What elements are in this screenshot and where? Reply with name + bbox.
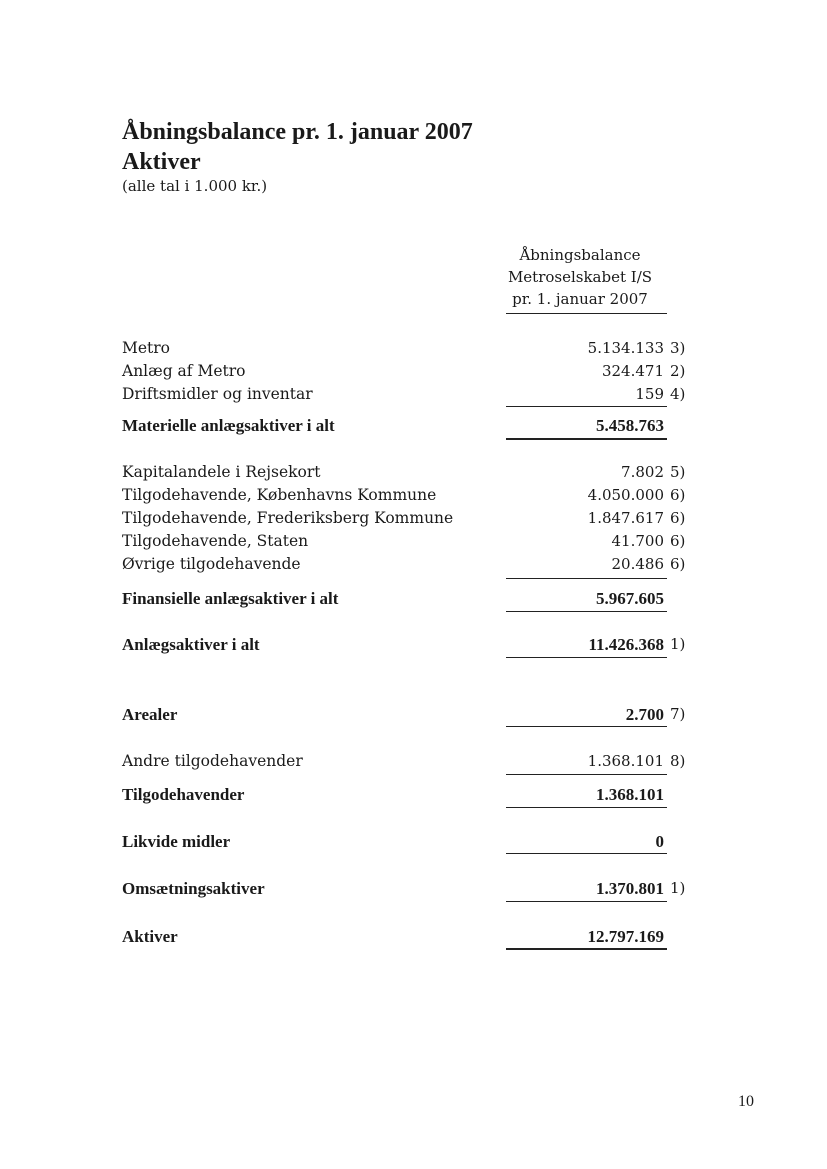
subtotal-rule [506, 657, 667, 658]
subtotal-rule [506, 774, 667, 775]
subtotal-rule [506, 578, 667, 579]
column-header-line2: Metroselskabet I/S [507, 268, 653, 286]
row-label: Metro [122, 339, 171, 357]
balance-row [0, 484, 827, 507]
column-header-line3: pr. 1. januar 2007 [512, 290, 648, 308]
subtotal-row [0, 587, 827, 610]
subtotal-row [0, 414, 827, 437]
row-label: Finansielle anlægsaktiver i alt [122, 589, 339, 608]
balance-row [0, 507, 827, 530]
subtotal-row [0, 830, 827, 853]
subtotal-rule [506, 438, 667, 440]
row-note: 3) [670, 339, 686, 357]
subtotal-rule [506, 901, 667, 902]
row-note: 6) [670, 509, 686, 527]
row-value: 0 [655, 832, 664, 851]
row-value: 1.368.101 [596, 785, 664, 804]
document-title: Åbningsbalance pr. 1. januar 2007 [122, 119, 473, 145]
row-note: 2) [670, 362, 686, 380]
row-value: 7.802 [621, 463, 664, 481]
row-value: 2.700 [625, 705, 664, 724]
row-value: 11.426.368 [588, 635, 664, 654]
balance-row [0, 530, 827, 553]
row-label: Arealer [122, 705, 178, 724]
row-value: 1.847.617 [587, 509, 664, 527]
column-header [500, 244, 660, 310]
row-value: 5.967.605 [596, 589, 664, 608]
row-label: Omsætningsaktiver [122, 879, 265, 898]
row-note: 6) [670, 555, 686, 573]
row-label: Øvrige tilgodehavende [122, 555, 301, 573]
row-note: 8) [670, 752, 686, 770]
row-note: 6) [670, 486, 686, 504]
subtotal-row [0, 633, 827, 656]
column-header-line1: Åbningsbalance [519, 246, 641, 264]
row-label: Tilgodehavende, Staten [122, 532, 309, 550]
row-value: 20.486 [611, 555, 664, 573]
row-note: 5) [670, 463, 686, 481]
balance-row [0, 360, 827, 383]
balance-row [0, 383, 827, 406]
row-note: 1) [670, 635, 686, 653]
row-value: 5.458.763 [596, 416, 664, 435]
page-number: 10 [738, 1093, 754, 1110]
row-label: Likvide midler [122, 832, 231, 851]
row-value: 12.797.169 [587, 927, 664, 946]
document-title-block [122, 117, 473, 177]
balance-row [0, 750, 827, 773]
unit-note: (alle tal i 1.000 kr.) [122, 177, 268, 195]
row-note: 7) [670, 705, 686, 723]
balance-row [0, 461, 827, 484]
subtotal-rule [506, 853, 667, 854]
row-label: Tilgodehavender [122, 785, 245, 804]
row-label: Kapitalandele i Rejsekort [122, 463, 321, 481]
subtotal-row [0, 877, 827, 900]
row-value: 159 [635, 385, 664, 403]
row-label: Tilgodehavende, Københavns Kommune [122, 486, 437, 504]
column-header-rule [506, 313, 667, 314]
row-value: 1.368.101 [587, 752, 664, 770]
row-label: Driftsmidler og inventar [122, 385, 313, 403]
subtotal-rule [506, 611, 667, 612]
row-note: 4) [670, 385, 686, 403]
subtotal-rule [506, 406, 667, 407]
subtotal-row [0, 783, 827, 806]
subtotal-rule [506, 807, 667, 808]
total-row [0, 925, 827, 948]
subtotal-rule [506, 726, 667, 727]
balance-row [0, 337, 827, 360]
subtotal-row [0, 703, 827, 726]
row-note: 1) [670, 879, 686, 897]
row-label: Andre tilgodehavender [122, 752, 303, 770]
row-value: 4.050.000 [587, 486, 664, 504]
row-label: Tilgodehavende, Frederiksberg Kommune [122, 509, 454, 527]
document-subtitle: Aktiver [122, 149, 201, 175]
row-label: Materielle anlægsaktiver i alt [122, 416, 335, 435]
balance-row [0, 553, 827, 576]
row-label: Anlæg af Metro [122, 362, 246, 380]
total-rule [506, 948, 667, 950]
row-value: 5.134.133 [587, 339, 664, 357]
row-note: 6) [670, 532, 686, 550]
row-value: 1.370.801 [596, 879, 664, 898]
row-value: 41.700 [611, 532, 664, 550]
row-value: 324.471 [601, 362, 664, 380]
row-label: Aktiver [122, 927, 178, 946]
row-label: Anlægsaktiver i alt [122, 635, 260, 654]
